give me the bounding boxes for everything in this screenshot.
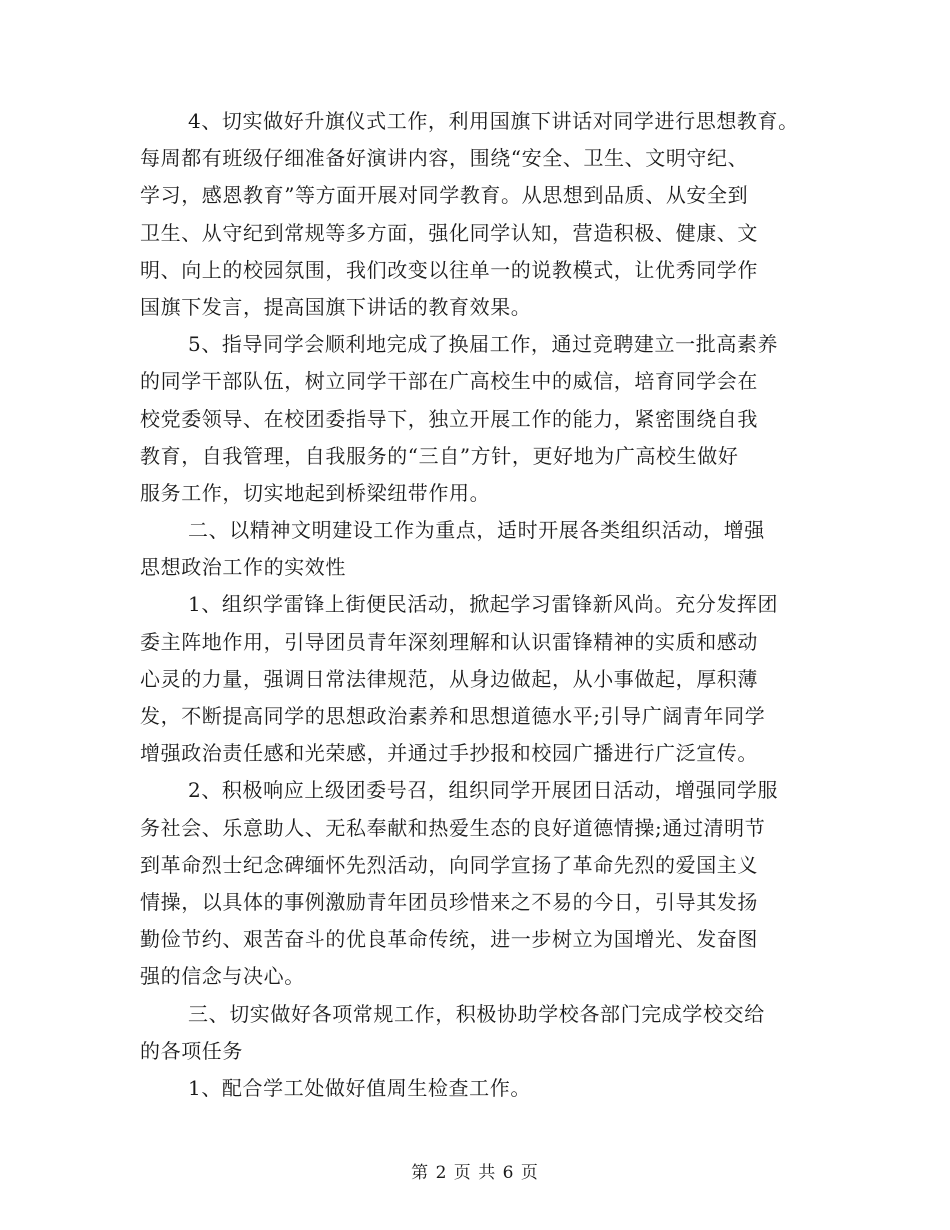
text-line: 增强政治责任感和光荣感，并通过手抄报和校园广播进行广泛宣传。 (140, 741, 758, 766)
text-line: 服务工作，切实地起到桥梁纽带作用。 (140, 480, 491, 505)
text-line: 1、配合学工处做好值周生检查工作。 (188, 1075, 531, 1100)
text-line: 1、组织学雷锋上街便民活动，掀起学习雷锋新风尚。充分发挥团 (188, 592, 779, 617)
text-line: 勤俭节约、艰苦奋斗的优良革命传统，进一步树立为国增光、发奋图 (140, 927, 758, 952)
page-number-footer: 第 2 页 共 6 页 (411, 1163, 539, 1183)
text-line: 二、以精神文明建设工作为重点，适时开展各类组织活动，增强 (188, 518, 765, 543)
text-line: 4、切实做好升旗仪式工作，利用国旗下讲话对同学进行思想教育。 (188, 109, 799, 133)
body-text (140, 108, 830, 1112)
text-line: 强的信念与决心。 (140, 964, 305, 989)
text-line: 委主阵地作用，引导团员青年深刻理解和认识雷锋精神的实质和感动 (140, 629, 758, 654)
text-line: 思想政治工作的实效性 (140, 555, 346, 580)
text-line: 到革命烈士纪念碑缅怀先烈活动，向同学宣扬了革命先烈的爱国主义 (140, 852, 758, 877)
text-line: 明、向上的校园氛围，我们改变以往单一的说教模式，让优秀同学作 (140, 257, 758, 282)
text-line: 情操，以具体的事例激励青年团员珍惜来之不易的今日，引导其发扬 (140, 889, 758, 914)
text-line: 教育，自我管理，自我服务的“三自”方针，更好地为广高校生做好 (140, 443, 739, 468)
text-line: 国旗下发言，提高国旗下讲话的教育效果。 (140, 294, 532, 319)
text-line: 的各项任务 (140, 1038, 243, 1063)
text-line: 发，不断提高同学的思想政治素养和思想道德水平;引导广阔青年同学 (140, 704, 766, 728)
text-line: 心灵的力量，强调日常法律规范，从身边做起，从小事做起，厚积薄 (140, 666, 758, 691)
text-line: 卫生、从守纪到常规等多方面，强化同学认知，营造积极、健康、文 (140, 220, 758, 245)
text-line: 的同学干部队伍，树立同学干部在广高校生中的威信，培育同学会在 (140, 369, 758, 394)
text-line: 三、切实做好各项常规工作，积极协助学校各部门完成学校交给 (188, 1001, 765, 1026)
text-line: 2、积极响应上级团委号召，组织同学开展团日活动，增强同学服 (188, 778, 779, 803)
text-line: 每周都有班级仔细准备好演讲内容，围绕“安全、卫生、文明守纪、 (140, 146, 749, 171)
text-line: 务社会、乐意助人、无私奉献和热爱生态的良好道德情操;通过清明节 (140, 815, 766, 840)
text-line: 学习，感恩教育”等方面开展对同学教育。从思想到品质、从安全到 (140, 183, 749, 208)
text-line: 5、指导同学会顺利地完成了换届工作，通过竞聘建立一批高素养 (188, 332, 779, 357)
text-line: 校党委领导、在校团委指导下，独立开展工作的能力，紧密围绕自我 (140, 406, 758, 431)
